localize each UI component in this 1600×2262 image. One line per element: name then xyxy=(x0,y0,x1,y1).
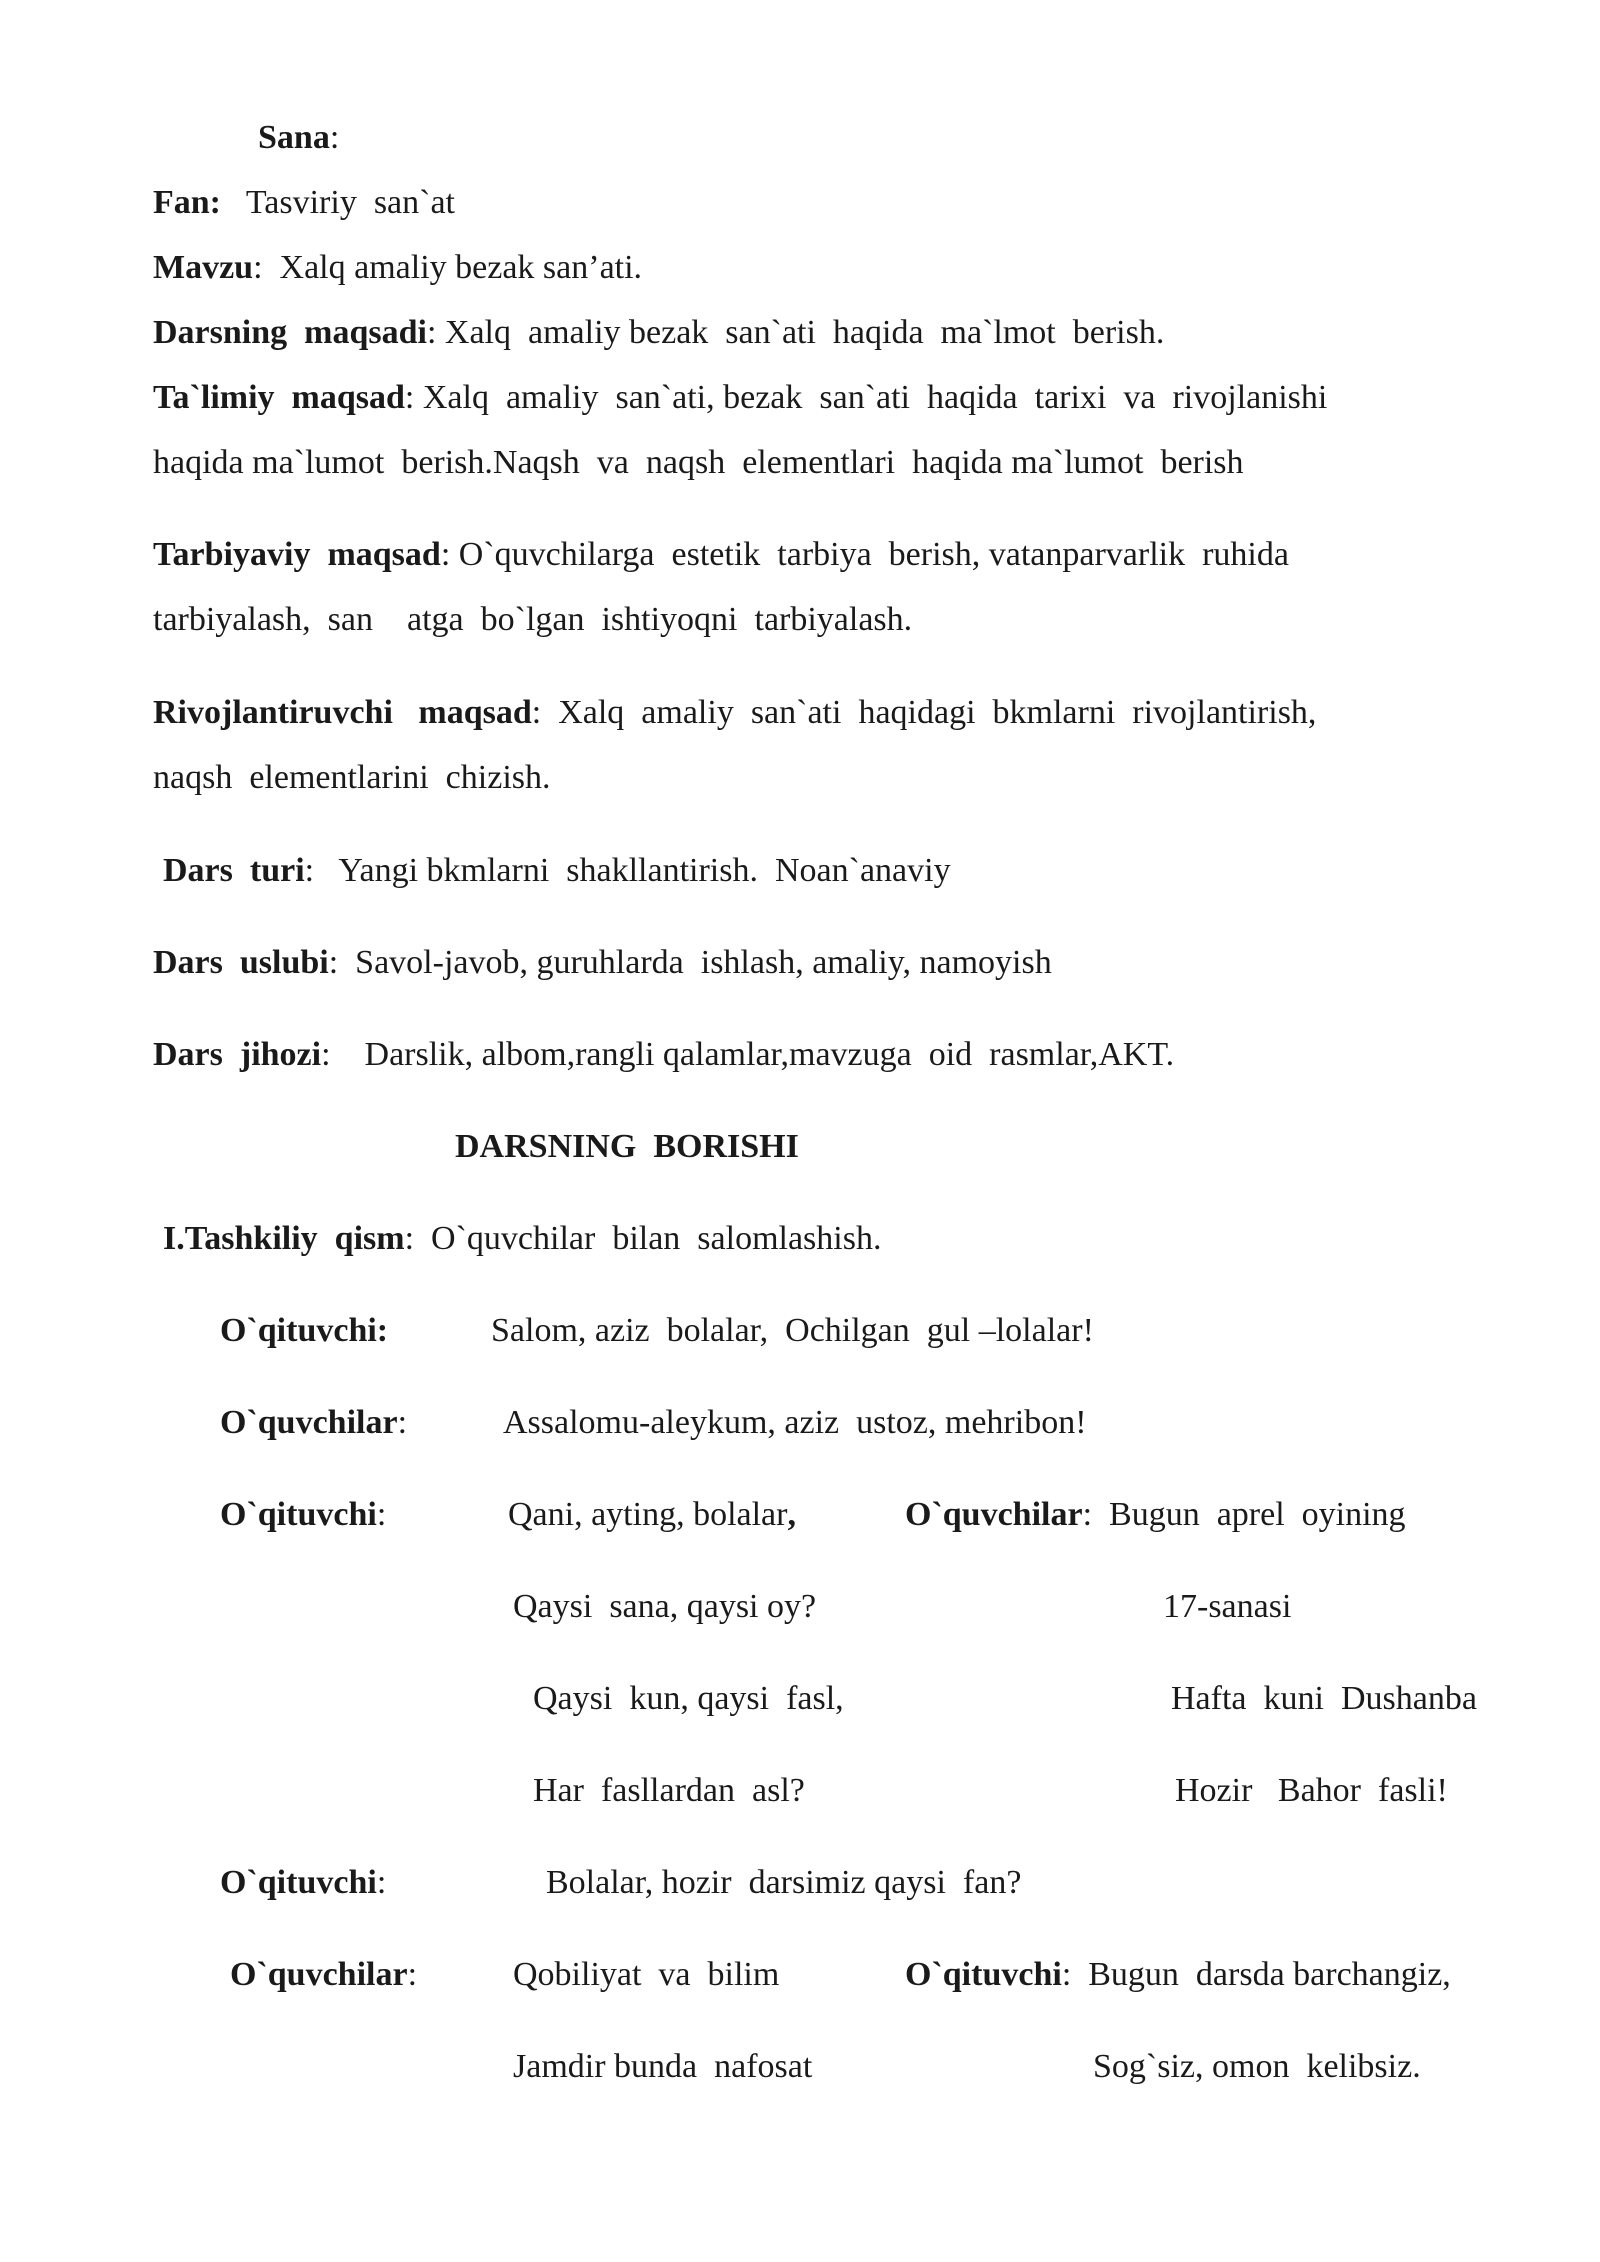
dialogue-line: Jamdir bunda nafosat xyxy=(513,2048,813,2085)
dialogue-text: : Bugun darsda barchangiz, xyxy=(1061,1956,1451,1993)
dialogue-comma: , xyxy=(787,1496,796,1533)
speaker-students-line xyxy=(230,1955,417,1995)
speaker-colon: : xyxy=(376,1496,387,1533)
section-title: DARSNING BORISHI xyxy=(455,1128,799,1165)
lesson-goal-label: Darsning maqsadi xyxy=(153,314,427,351)
developmental-goal-text-1: : Xalq amaliy san`ati haqidagi bkmlarni rivojlantirish, xyxy=(531,694,1317,731)
educational-goal-label: Ta`limiy maqsad xyxy=(153,379,405,416)
dialogue-text: : Bugun aprel oyining xyxy=(1082,1496,1406,1533)
organizational-part-line xyxy=(163,1219,881,1259)
students-answer-line xyxy=(905,1495,1406,1535)
lesson-method-value: : Savol-javob, guruhlarda ishlash, amaliy, namoyish xyxy=(328,944,1052,981)
dialogue-line: Qaysi sana, qaysi oy? xyxy=(513,1588,817,1625)
dialogue-line: Har fasllardan asl? xyxy=(533,1772,805,1809)
subject-value: Tasviriy san`at xyxy=(245,184,456,221)
lesson-equipment-value: : Darslik, albom,rangli qalamlar,mavzuga oid rasmlar,AKT. xyxy=(321,1036,1175,1073)
educational-goal-line-1 xyxy=(153,378,1327,418)
speaker-students-line xyxy=(220,1403,407,1443)
speaker-colon: : xyxy=(376,1864,387,1901)
lesson-type-value: : Yangi bkmlarni shakllantirish. Noan`anaviy xyxy=(304,852,951,889)
dialogue-answer: Sog`siz, omon kelibsiz. xyxy=(1093,2048,1421,2085)
upbringing-goal-label: Tarbiyaviy maqsad xyxy=(153,536,441,573)
dialogue-answer: Hafta kuni Dushanba xyxy=(1171,1680,1477,1717)
lesson-type-label: Dars turi xyxy=(163,852,305,889)
lesson-equipment-label: Dars jihozi xyxy=(153,1036,322,1073)
teacher-answer-line xyxy=(905,1955,1451,1995)
upbringing-goal-line-1 xyxy=(153,535,1289,575)
speaker-students: O`quvchilar xyxy=(220,1404,398,1441)
dialogue-line: Qobiliyat va bilim xyxy=(513,1956,780,1993)
topic-line xyxy=(153,248,642,288)
dialogue-text: Qani, ayting, bolalar xyxy=(508,1496,788,1533)
speaker-teacher-line xyxy=(220,1495,386,1535)
subject-label: Fan: xyxy=(153,184,221,221)
educational-goal-text-1: : Xalq amaliy san`ati, bezak san`ati haqida tarixi va rivojlanishi xyxy=(404,379,1328,416)
dialogue-answer: Hozir Bahor fasli! xyxy=(1175,1772,1448,1809)
topic-label: Mavzu xyxy=(153,249,254,286)
organizational-part-value: : O`quvchilar bilan salomlashish. xyxy=(404,1220,882,1257)
speaker-colon: : xyxy=(407,1956,418,1993)
developmental-goal-line-1 xyxy=(153,693,1316,733)
dialogue-line: Bolalar, hozir darsimiz qaysi fan? xyxy=(546,1864,1022,1901)
dialogue-line: Salom, aziz bolalar, Ochilgan gul –lolalar! xyxy=(491,1312,1094,1349)
upbringing-goal-line-2: tarbiyalash, san atga bo`lgan ishtiyoqni tarbiyalash. xyxy=(153,601,913,638)
topic-value: : Xalq amaliy bezak san’ati. xyxy=(253,249,643,286)
date-line xyxy=(258,118,339,158)
upbringing-goal-text-1: : O`quvchilarga estetik tarbiya berish, vatanparvarlik ruhida xyxy=(440,536,1289,573)
organizational-part-label: I.Tashkiliy qism xyxy=(163,1220,405,1257)
speaker-teacher-line xyxy=(220,1863,386,1903)
subject-line xyxy=(153,183,455,223)
educational-goal-line-2: haqida ma`lumot berish.Naqsh va naqsh elementlari haqida ma`lumot berish xyxy=(153,444,1244,481)
speaker-teacher: O`qituvchi: xyxy=(220,1312,389,1349)
lesson-goal-line xyxy=(153,313,1164,353)
dialogue-line xyxy=(508,1495,796,1535)
speaker-teacher: O`qituvchi xyxy=(905,1956,1062,1993)
speaker-colon: : xyxy=(397,1404,408,1441)
date-colon: : xyxy=(329,119,340,156)
speaker-teacher: O`qituvchi xyxy=(220,1496,377,1533)
developmental-goal-label: Rivojlantiruvchi maqsad xyxy=(153,694,532,731)
dialogue-line: Qaysi kun, qaysi fasl, xyxy=(533,1680,844,1717)
lesson-method-label: Dars uslubi xyxy=(153,944,329,981)
speaker-students: O`quvchilar xyxy=(905,1496,1083,1533)
date-label: Sana xyxy=(258,119,330,156)
dialogue-answer: 17-sanasi xyxy=(1163,1588,1292,1625)
speaker-teacher: O`qituvchi xyxy=(220,1864,377,1901)
lesson-method-line xyxy=(153,943,1052,983)
lesson-goal-value: : Xalq amaliy bezak san`ati haqida ma`lmot berish. xyxy=(426,314,1165,351)
lesson-equipment-line xyxy=(153,1035,1174,1075)
lesson-type-line xyxy=(163,851,951,891)
developmental-goal-line-2: naqsh elementlarini chizish. xyxy=(153,759,551,796)
dialogue-line: Assalomu-aleykum, aziz ustoz, mehribon! xyxy=(503,1404,1087,1441)
speaker-students: O`quvchilar xyxy=(230,1956,408,1993)
